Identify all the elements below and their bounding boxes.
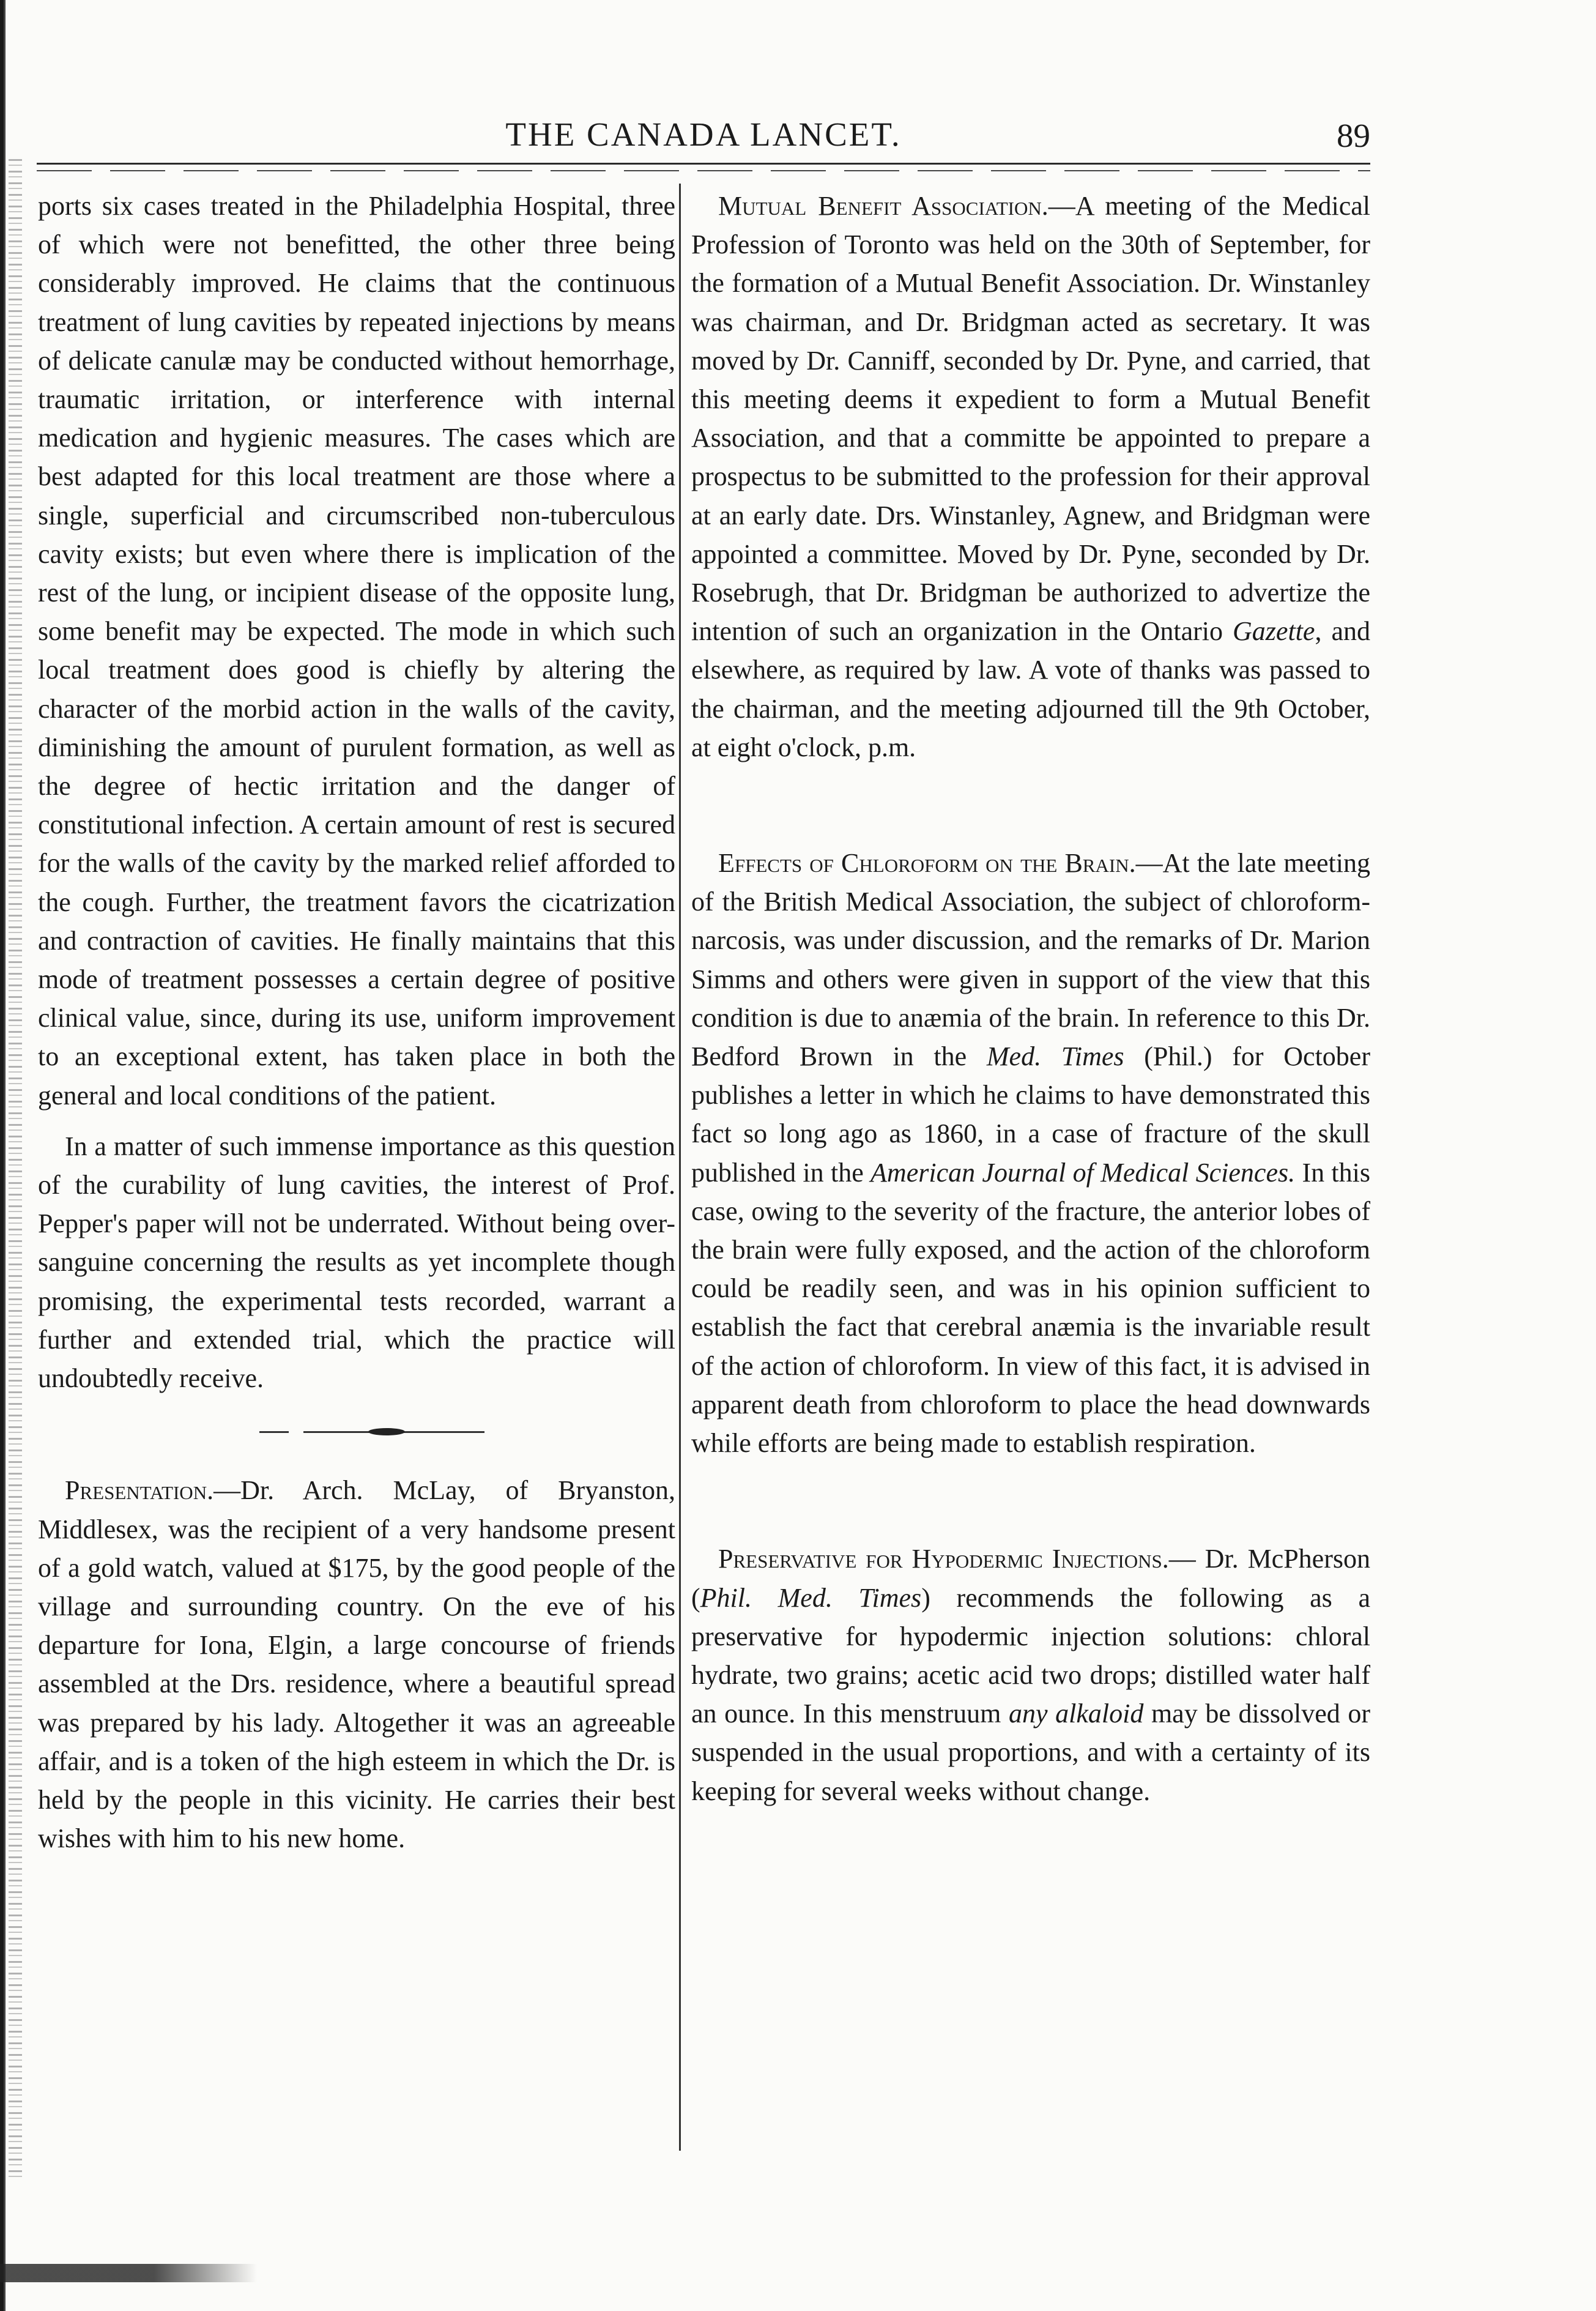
preservative-paragraph: [691, 1539, 1370, 1810]
running-header: [37, 115, 1370, 164]
preservative-body-b: ) recommends the following as a preservative for hypodermic injection solutions: chloral hydrate, two grains; acetic acid two drops; distilled water half an ounce. In this menstruum: [691, 1582, 1370, 1729]
header-rule-dashed: [37, 170, 1370, 171]
header-rule: [37, 163, 1370, 165]
article-continuation-paragraph: ports six cases treated in the Philadelphia Hospital, three of which were not benefitted, the other three being considerably improved. He claims that the continuous treatment of lung cavities by repeated injections by means of delicate canulæ may be conducted without hemorrhage, traumatic irritation, or interference with internal medication and hygienic measures. The cases which are best adapted for this local treatment are those where a single, superficial and circumscribed non-tuberculous cavity exists; but even where there is implication of the rest of the lung, or incipient disease of the opposite lung, some benefit may be expected. The mode in which such local treatment does good is chiefly by altering the character of the morbid action in the walls of the cavity, diminishing the amount of purulent formation, as well as the degree of hectic irritation and the danger of constitutional infection. A certain amount of rest is secured for the walls of the cavity by the marked relief afforded to the cough. Further, the treatment favors the cicatrization and contraction of cavities. He finally maintains that this mode of treatment possesses a certain degree of positive clinical value, since, during its use, uniform improvement to an exceptional extent, has taken place in both the general and local conditions of the patient.: [38, 191, 675, 1111]
mutual-benefit-paragraph: [691, 187, 1370, 767]
any-alkaloid-emphasis: any alkaloid: [1008, 1699, 1144, 1729]
chloroform-body-c: In this case, owing to the severity of the fracture, the anterior lobes of the brain were fully exposed, and the action of the chloroform could be readily seen, and was in his opinion sufficient to establish the fact that cerebral anæmia is the invariable result of the action of chloroform. In view of this fact, it is advised in apparent death from chloroform to place the head downwards while efforts are being made to establish respiration.: [691, 1157, 1370, 1459]
gazette-name: Gazette: [1233, 616, 1315, 647]
chloroform-heading: Effects of Chloroform on the Brain.: [718, 848, 1136, 879]
presentation-paragraph: [38, 1471, 675, 1858]
binding-scan-marks: [9, 159, 22, 2178]
mutual-benefit-body: —A meeting of the Medical Profession of Toronto was held on the 30th of September, for the formation of a Mutual Benefit Association. Dr. Winstanley was chairman, and Dr. Bridgman acted as secretary. It was moved by Dr. Canniff, seconded by Dr. Pyne, and carried, that this meeting deems it expedient to form a Mutual Benefit Association, and that a committe be appointed to prepare a prospectus to be submitted to the profession for their approval at an early date. Drs. Winstanley, Agnew, and Bridgman were appointed a committee. Moved by Dr. Pyne, seconded by Dr. Rosebrugh, that Dr. Bridgman be authorized to advertize the intention of such an organization in the Ontario: [691, 191, 1370, 647]
scan-smudge: [0, 2264, 257, 2282]
presentation-body: —Dr. Arch. McLay, of Bryanston, Middlesex, was the recipient of a very handsome present of a gold watch, valued at $175, by the good people of the village and surrounding country. On the eve of his departure for Iona, Elgin, a large concourse of friends assembled at the Drs. residence, where a beautiful spread was prepared by his lady. Altogether it was an agreeable affair, and is a token of the high esteem in which the Dr. is held by the people in this vicinity. He carries their best wishes with him to his new home.: [38, 1475, 675, 1854]
mutual-benefit-body-end: , and elsewhere, as required by law. A vote of thanks was passed to the chairman, and the meeting adjourned till the 9th October, at eight o'clock, p.m.: [691, 616, 1370, 762]
chloroform-body-a: —At the late meeting of the British Medical Association, the subject of chloroform-narcosis, was under discussion, and the remarks of Dr. Marion Simms and others were given in support of the view that this condition is due to anæmia of the brain. In reference to this Dr. Bedford Brown in the: [691, 848, 1370, 1072]
right-column: [691, 187, 1370, 1810]
preservative-body-a: — Dr. McPherson (: [691, 1544, 1370, 1613]
chloroform-paragraph: [691, 844, 1370, 1462]
journal-title: THE CANADA LANCET.: [505, 116, 902, 153]
med-times-citation: Med. Times: [986, 1041, 1124, 1072]
preservative-heading: Preservative for Hypodermic Injections.: [718, 1544, 1169, 1574]
page-binding-edge: [0, 0, 9, 2311]
section-separator: [38, 1397, 675, 1471]
editorial-comment-paragraph: In a matter of such immense importance as this question of the curability of lung cavities, the interest of Prof. Pepper's paper will not be underrated. Without being over-sanguine concerning the results as yet incomplete though promising, the experimental tests recorded, warrant a further and extended trial, which the practice will undoubtedly receive.: [38, 1131, 675, 1394]
left-column: [38, 187, 675, 1858]
journal-citation: American Journal of Medical Sciences.: [870, 1157, 1296, 1188]
presentation-heading: Presentation.: [65, 1475, 214, 1506]
page-number: 89: [1337, 117, 1370, 154]
separator-ornament: [368, 1428, 405, 1435]
phil-med-times-citation: Phil. Med. Times: [700, 1582, 922, 1613]
column-divider: [679, 184, 681, 2151]
preservative-body-c: may be dissolved or suspended in the usual proportions, and with a certainty of its keeping for several weeks without change.: [691, 1699, 1371, 1806]
separator-rule: [240, 1431, 484, 1433]
mutual-benefit-heading: Mutual Benefit Association.: [718, 191, 1049, 221]
chloroform-body-b: (Phil.) for October publishes a letter in which he claims to have demonstrated this fact so long ago as 1860, in a case of fracture of the skull published in the: [691, 1041, 1370, 1188]
